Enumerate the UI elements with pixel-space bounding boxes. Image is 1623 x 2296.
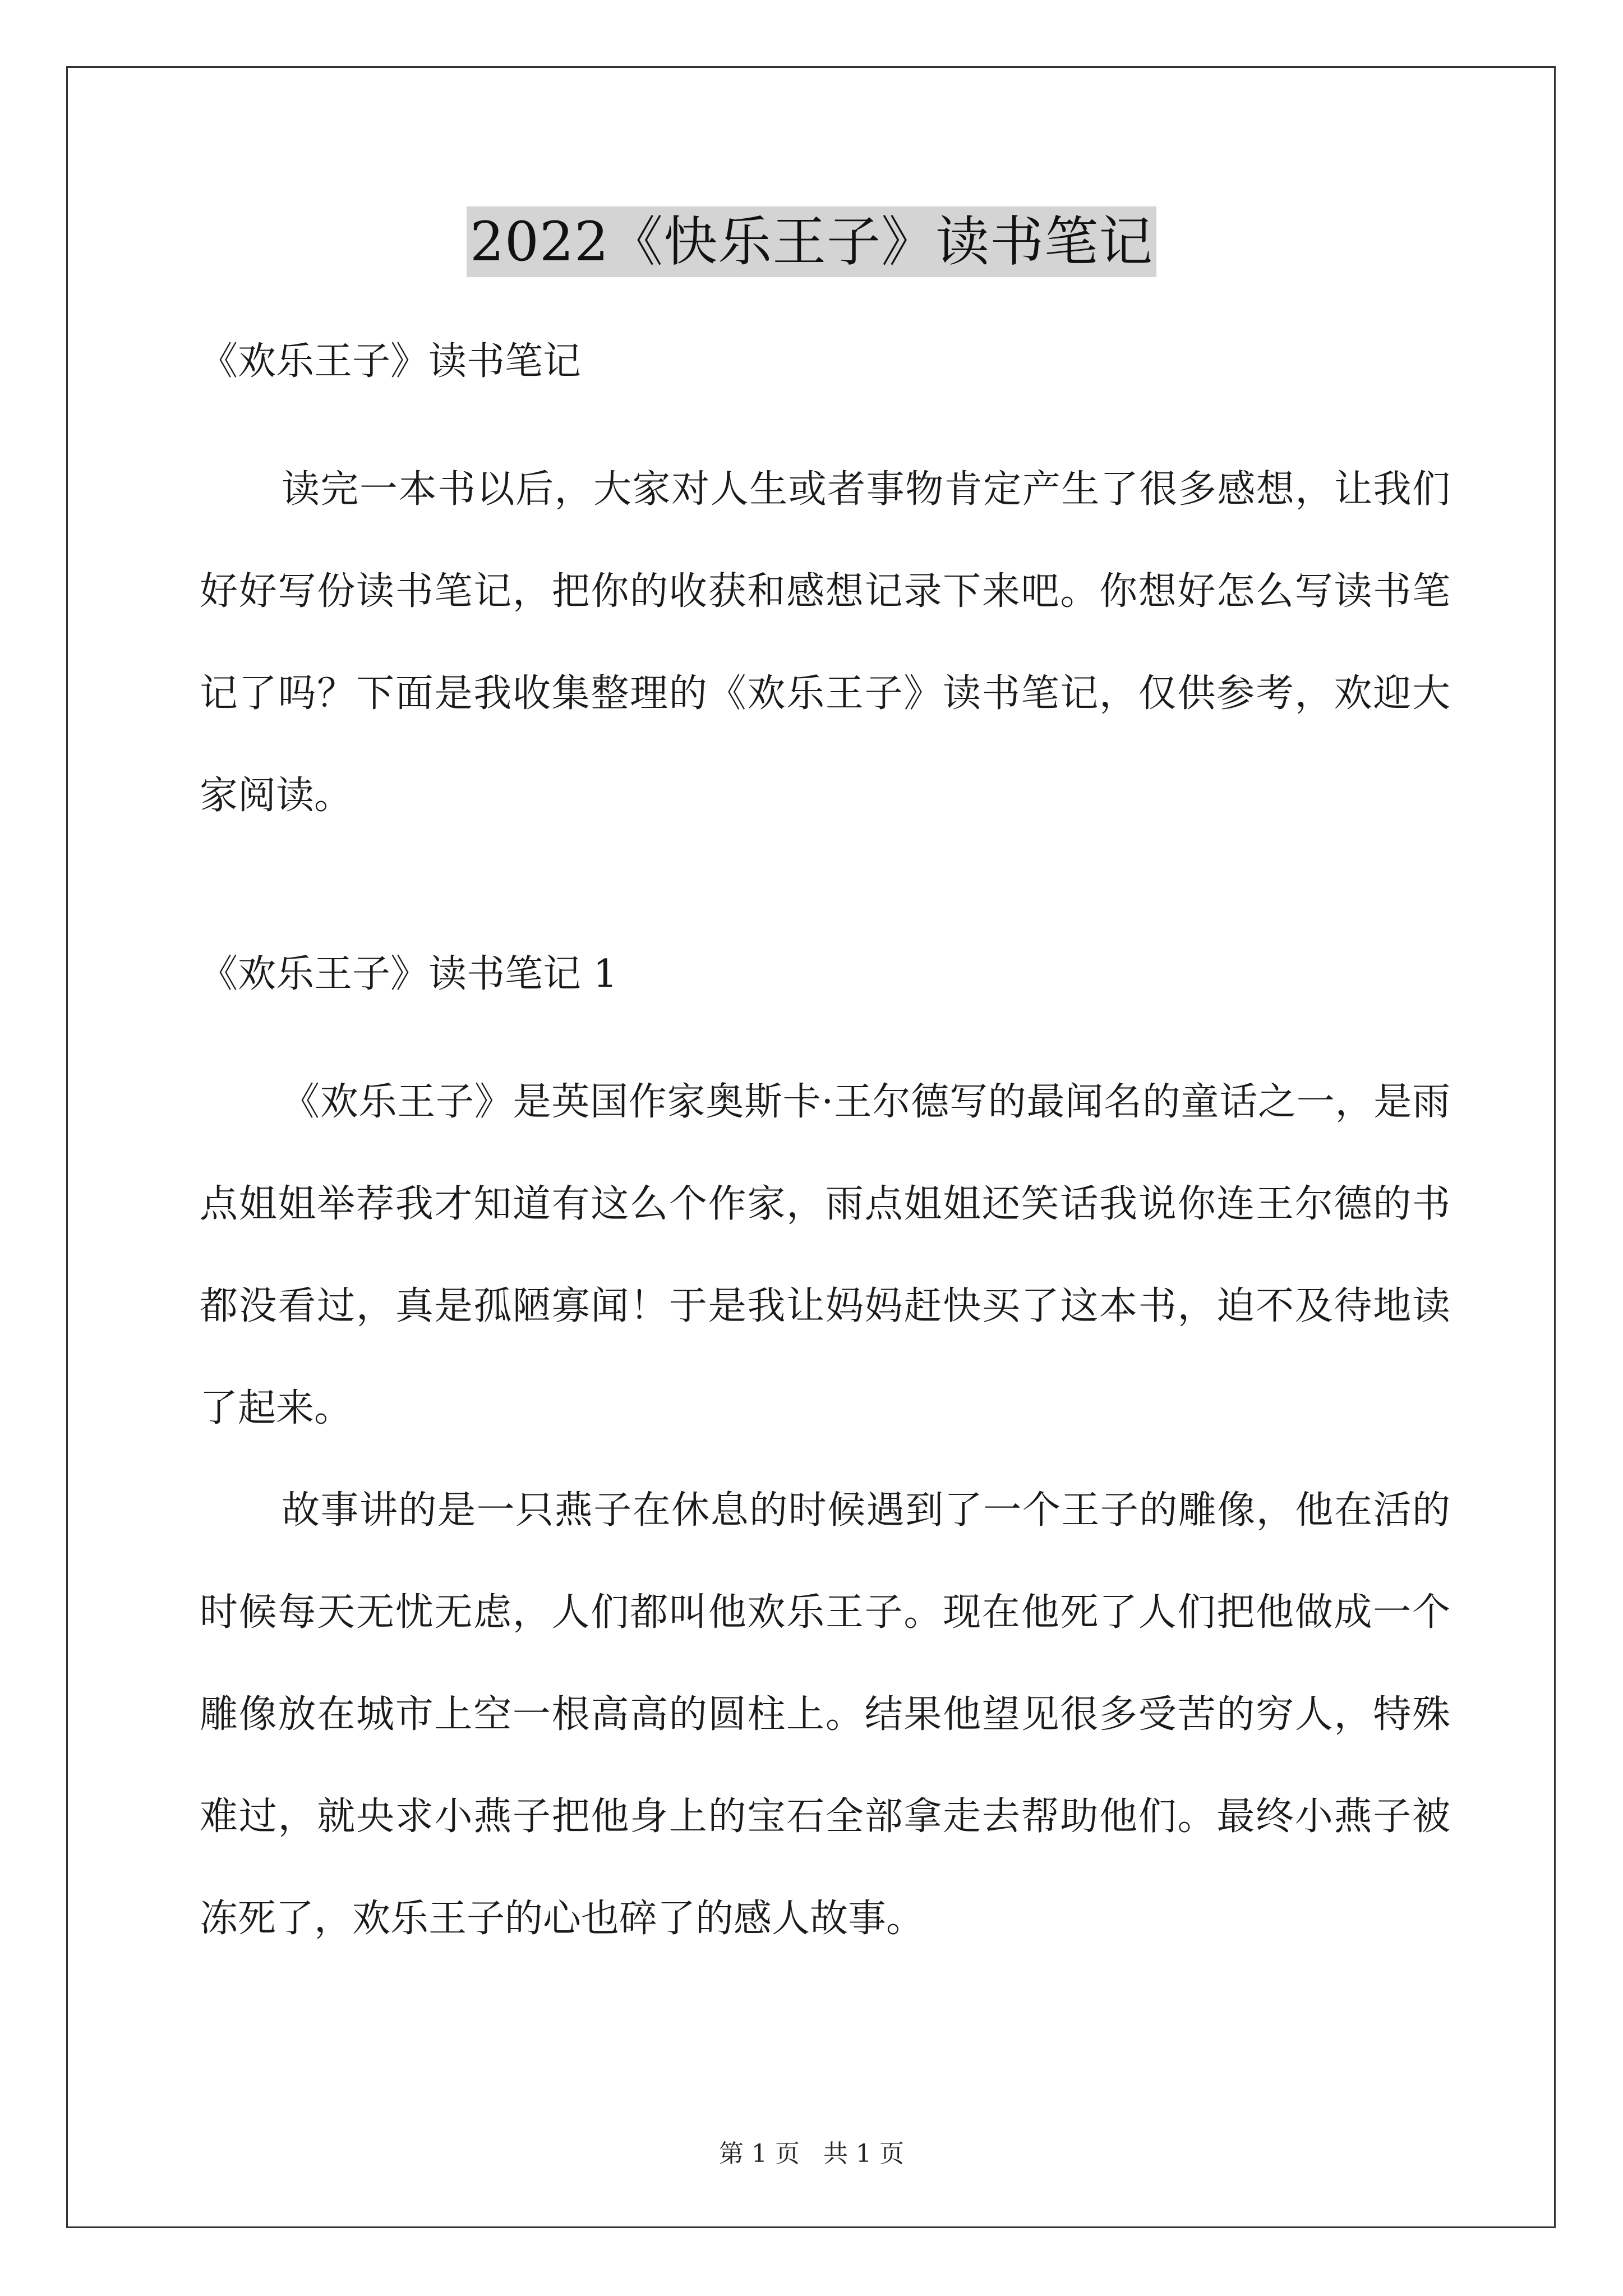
- intro-heading: 《欢乐王子》读书笔记: [200, 339, 582, 384]
- section1-paragraph-2: 故事讲的是一只燕子在休息的时候遇到了一个王子的雕像，他在活的时候每天无忧无虑，人们都叫他欢乐王子。现在他死了人们把他做成一个雕像放在城市上空一根高高的圆柱上。结果他望见很多受苦的穷人，特殊难过，就央求小燕子把他身上的宝石全部拿走去帮助他们。最终小燕子被冻死了，欢乐王子的心也碎了的感人故事。: [200, 1488, 1450, 1941]
- spacer: [200, 1000, 1450, 1051]
- section1-paragraph-1: 《欢乐王子》是英国作家奥斯卡·王尔德写的最闻名的童话之一，是雨点姐姐举荐我才知道有这么个作家，雨点姐姐还笑话我说你连王尔德的书都没看过，真是孤陋寡闻！于是我让妈妈赶快买了这本书，迫不及待地读了起来。: [200, 1080, 1450, 1430]
- section1-heading: 《欢乐王子》读书笔记 1: [200, 952, 617, 996]
- spacer: [200, 387, 1450, 439]
- page-number-footer: 第 1 页 共 1 页: [719, 2139, 904, 2168]
- document-body: [200, 337, 1450, 1970]
- title-container: [0, 206, 1623, 277]
- document-title: 2022《快乐王子》读书笔记: [467, 206, 1156, 277]
- spacer: [200, 847, 1450, 949]
- intro-paragraph: 读完一本书以后，大家对人生或者事物肯定产生了很多感想，让我们好好写份读书笔记，把你的收获和感想记录下来吧。你想好怎么写读书笔记了吗？下面是我收集整理的《欢乐王子》读书笔记，仅供参考，欢迎大家阅读。: [200, 467, 1450, 818]
